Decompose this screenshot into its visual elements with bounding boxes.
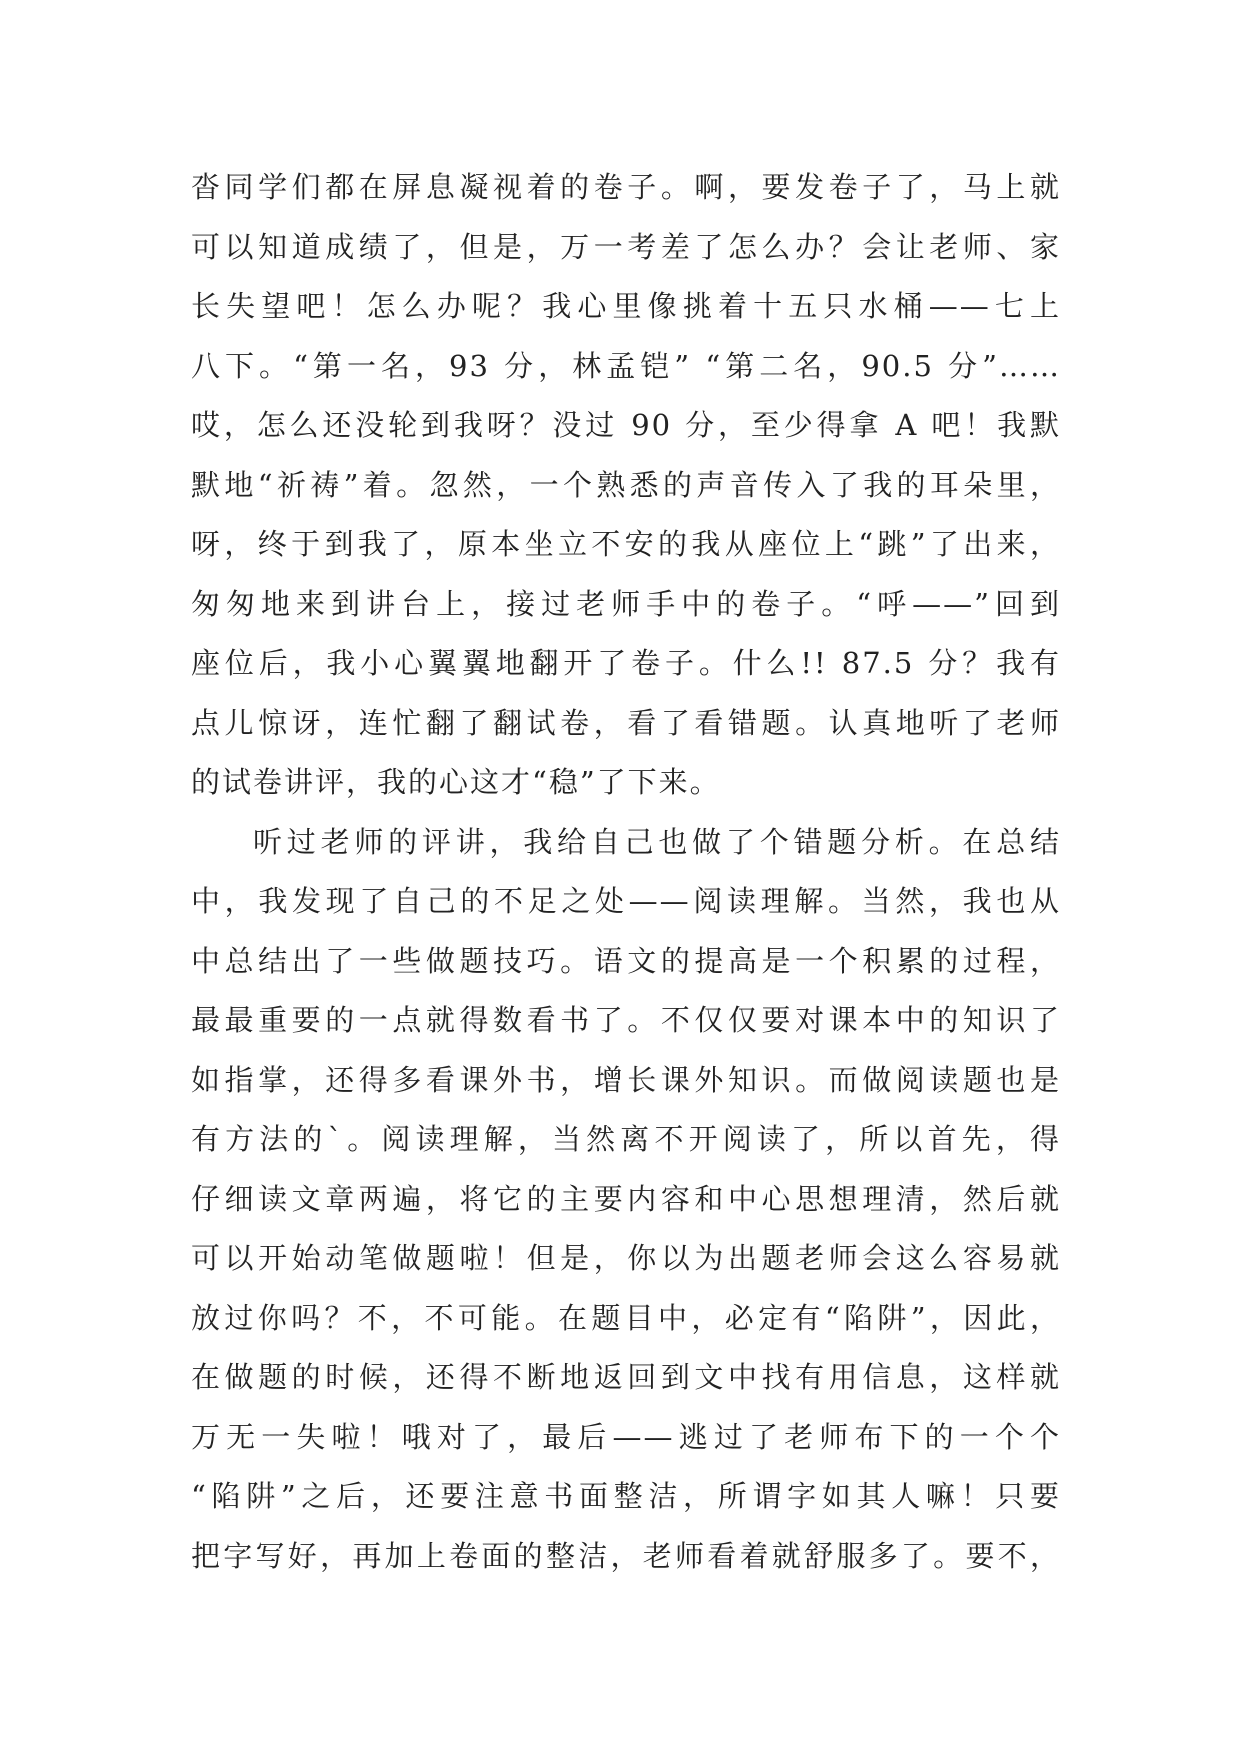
- text-line: 长失望吧！怎么办呢？我心里像挑着十五只水桶——七上: [191, 289, 1061, 323]
- text-line: 放过你吗？不，不可能。在题目中，必定有“陷阱”，因此，: [191, 1300, 1061, 1335]
- essay-body: [191, 158, 1061, 1586]
- text-line: 座位后，我小心翼翼地翻开了卷子。什么!! 87.5 分？我有: [191, 646, 1061, 680]
- text-line: 的试卷讲评，我的心这才“稳”了下来。: [191, 765, 721, 799]
- text-line: 仔细读文章两遍，将它的主要内容和中心思想理清，然后就: [191, 1181, 1061, 1216]
- text-line: 中，我发现了自己的不足之处——阅读理解。当然，我也从: [191, 884, 1061, 918]
- text-line: “陷阱”之后，还要注意书面整洁，所谓字如其人嘛！只要: [191, 1479, 1061, 1513]
- text-line: 如指掌，还得多看课外书，增长课外知识。而做阅读题也是: [191, 1062, 1061, 1097]
- text-line: 八下。“第一名，93 分，林孟铠” “第二名，90.5 分”……: [191, 348, 1061, 383]
- text-line: 呀，终于到我了，原本坐立不安的我从座位上“跳”了出来，: [191, 527, 1061, 561]
- text-line: 万无一失啦！哦对了，最后——逃过了老师布下的一个个: [191, 1419, 1061, 1454]
- text-line: 默地“祈祷”着。忽然，一个熟悉的声音传入了我的耳朵里，: [191, 467, 1061, 502]
- text-line: 最最重要的一点就得数看书了。不仅仅要对课本中的知识了: [191, 1003, 1061, 1037]
- paragraph-2: [191, 813, 1061, 1587]
- text-line: 点儿惊讶，连忙翻了翻试卷，看了看错题。认真地听了老师: [191, 705, 1061, 740]
- text-line: 中总结出了一些做题技巧。语文的提高是一个积累的过程，: [191, 943, 1061, 978]
- text-line: 哎，怎么还没轮到我呀？没过 90 分，至少得拿 A 吧！我默: [191, 408, 1061, 442]
- paragraph-1: [191, 158, 1061, 813]
- text-line: 可以开始动笔做题啦！但是，你以为出题老师会这么容易就: [191, 1241, 1061, 1275]
- text-line: 把字写好，再加上卷面的整洁，老师看着就舒服多了。要不，: [191, 1538, 1061, 1573]
- text-line: 有方法的`。阅读理解，当然离不开阅读了，所以首先，得: [191, 1122, 1061, 1156]
- text-line: 匆匆地来到讲台上，接过老师手中的卷子。“呼——”回到: [191, 586, 1061, 621]
- text-line: 沓同学们都在屏息凝视着的卷子。啊，要发卷子了，马上就: [191, 170, 1061, 204]
- text-line-indented: 听过老师的评讲，我给自己也做了个错题分析。在总结: [253, 824, 1061, 859]
- text-line: 可以知道成绩了，但是，万一考差了怎么办？会让老师、家: [191, 229, 1061, 264]
- text-line: 在做题的时候，还得不断地返回到文中找有用信息，这样就: [191, 1360, 1061, 1394]
